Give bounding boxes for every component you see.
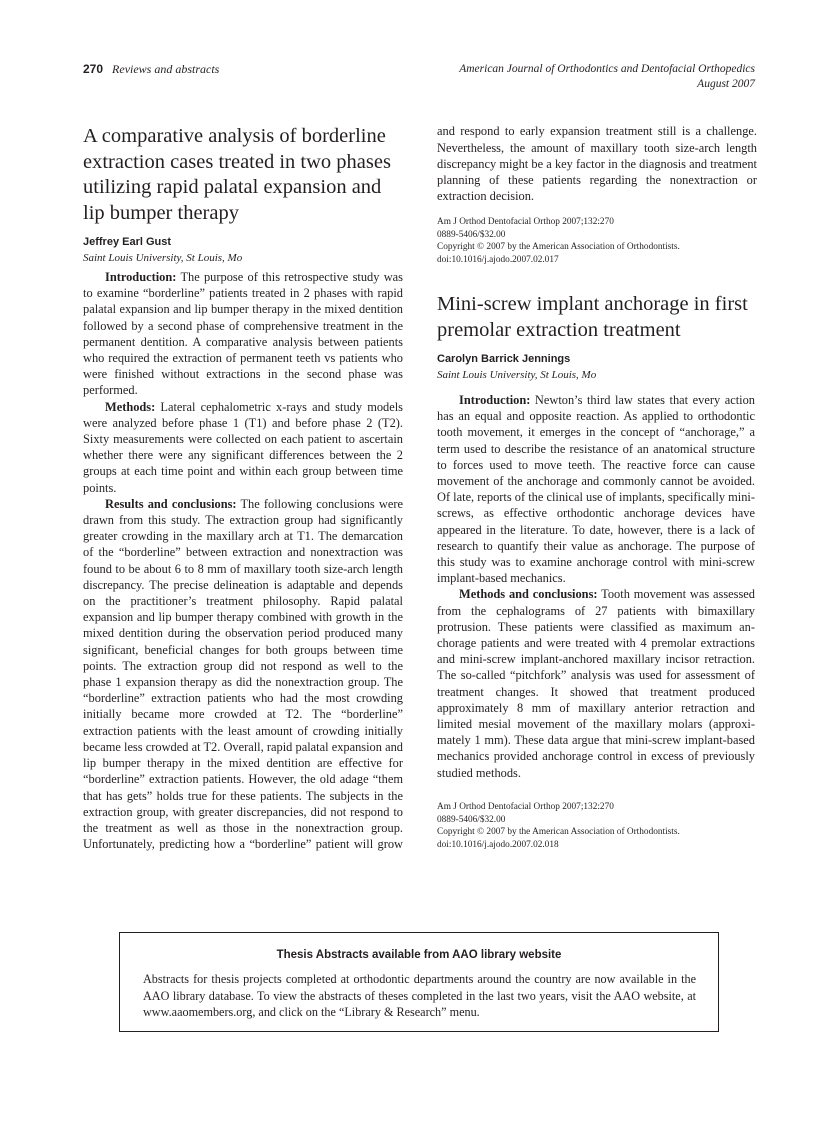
article1-paragraph (83, 399, 403, 496)
article1-body-col1 (83, 269, 403, 853)
citation-copyright: Copyright © 2007 by the American Association of Orthodontists. (437, 827, 680, 838)
running-header-right (459, 62, 755, 92)
paragraph-heading: Methods and conclusions: (459, 587, 598, 602)
article1-paragraph (83, 269, 403, 399)
article2-body (437, 392, 755, 781)
notice-title: Thesis Abstracts available from AAO library website (276, 949, 562, 961)
article2-header (437, 292, 757, 381)
journal-name: American Journal of Orthodontics and Dentofacial Orthopedics (459, 63, 755, 75)
paragraph-text: and respond to early expansion treatment still is a challenge. Nevertheless, the amount of maxillary tooth size-arch length discrepancy might be a key factor in the diagnosis and treatment planning of these patients regarding the nonextraction or extraction decision. (437, 124, 757, 204)
paragraph-text: Tooth movement was assessed from the cephalograms of 27 patients with bimaxillary protrusion. These patients were classified as maximum anchorage patients and were treated with 4 premolar extractions and mini-screw implant-anchored maxillary incisor retraction. The so-called “pitchfork” analysis was used for assessment of treatment changes. It showed that treatment produced approximately 8 mm of maxillary anterior retraction and limited mesial movement of the maxillary molars (approximately 1 mm). These data argue that mini-screw implant-based mechanics provided anchorage control in excess of previously studied methods. (437, 587, 756, 780)
article2-paragraph (437, 586, 755, 780)
article2-affiliation: Saint Louis University, St Louis, Mo (437, 369, 597, 381)
article2-paragraph (437, 392, 755, 586)
issue-date: August 2007 (697, 78, 755, 90)
thesis-notice-box (119, 932, 719, 1032)
article2-title: Mini-screw implant anchorage in first premolar extraction treatment (437, 293, 748, 341)
paragraph-heading: Methods: (105, 399, 156, 414)
citation-ref: Am J Orthod Dentofacial Orthop 2007;132:270 (437, 802, 614, 812)
citation-doi[interactable]: doi:10.1016/j.ajodo.2007.02.018 (437, 839, 559, 850)
paragraph-text: Newton’s third law states that every action has an equal and opposite reaction. As applied to orthodontic tooth movement, it emerges in the concept of “anchorage,” a term used to describe the resistance of an anatomical structure to forces used to move teeth. The reactive force can cause movement of the anchorage and commonly cannot be avoided. Of late, reports of the clinical use of implants, specifically mini-screws, as effective orthodontic anchorage devices have appeared in the literature. To date, however, there is a lack of research to quantify their value as anchorage. The purpose of this study was to examine anchorage control with mini-screw implant-based mechanics. (437, 393, 755, 586)
article1-author: Jeffrey Earl Gust (83, 236, 172, 248)
article1-header (83, 124, 398, 264)
citation-doi[interactable]: doi:10.1016/j.ajodo.2007.02.017 (437, 254, 559, 265)
article1-paragraph-continued (437, 124, 757, 204)
paragraph-heading: Results and conclusions: (105, 496, 237, 511)
citation-price: 0889-5406/$32.00 (437, 229, 506, 240)
notice-text: Abstracts for thesis projects completed at orthodontic departments around the country are now available in the AAO library database. To view the abstracts of theses completed in the last two years, visit the AAO website, at www.aaomembers.org, and click on the “Library & Research” menu. (143, 972, 696, 1019)
article1-title: A comparative analysis of borderline extraction cases treated in two phases utilizing rapid palatal expansion and lip bumper therapy (83, 125, 391, 224)
article1-body-col2 (437, 124, 757, 205)
article1-paragraph (83, 496, 403, 853)
running-header-left (83, 62, 219, 77)
citation-price: 0889-5406/$32.00 (437, 814, 506, 825)
page-number: 270 (83, 62, 104, 76)
paragraph-text: The following conclusions were drawn from this study. The extraction group had significantly greater crowding in the maxillary arch at T1. The demarcation of the “borderline” between extraction and nonextraction was found to be about 6 to 8 mm of maxillary tooth size-arch length discrepancy. The precise delineation is adaptable and depends on the practitioner’s treatment philosophy. Rapid palatal expansion and lip bumper therapy combined with growth in the mixed dentition during the observation period produced many significant, beneficial changes for both groups between time points. The extraction group did not respond as well to the phase 1 expansion therapy as did the nonextraction group. The “borderline” extraction patients who had the most crowding initially became more crowded at T2. The “borderline” extraction patients with the least amount of crowding initially became less crowded at T2. Overall, rapid palatal expansion and lip bumper therapy in the mixed dentition are effective for “borderline” extraction patients. However, the old adage “them that has gets” holds true for these patients. The subjects in the extraction group, with greater discrepancies, did not respond to the treatment as well as those in the nonextraction group. Unfortunately, predicting how a “borderline” patient will grow (83, 496, 403, 852)
paragraph-heading: Introduction: (459, 393, 531, 407)
paragraph-heading: Introduction: (105, 270, 177, 284)
article1-citation (437, 216, 757, 266)
citation-ref: Am J Orthod Dentofacial Orthop 2007;132:270 (437, 217, 614, 227)
citation-copyright: Copyright © 2007 by the American Association of Orthodontists. (437, 242, 680, 253)
article2-citation (437, 801, 757, 851)
article1-affiliation: Saint Louis University, St Louis, Mo (83, 252, 243, 264)
paragraph-text: Lateral cephalometric x-rays and study models were analyzed before phase 1 (T1) and before phase 2 (T2). Sixty measurements were collected on each patient to ascertain whether there were any significant differences between the 2 groups at each time point and within each group between time points. (83, 399, 403, 495)
section-name: Reviews and abstracts (112, 62, 220, 76)
article2-author: Carolyn Barrick Jennings (437, 353, 571, 365)
paragraph-text: The purpose of this retrospective study was to examine “borderline” patients treated in 2 phases with rapid palatal expansion and lip bumper therapy in the mixed dentition followed by a second phase of comprehensive treatment in the permanent dentition. A comparative analysis between patients who required the extraction of permanent teeth vs patients who were finished without extractions in the second phase was performed. (83, 270, 403, 398)
